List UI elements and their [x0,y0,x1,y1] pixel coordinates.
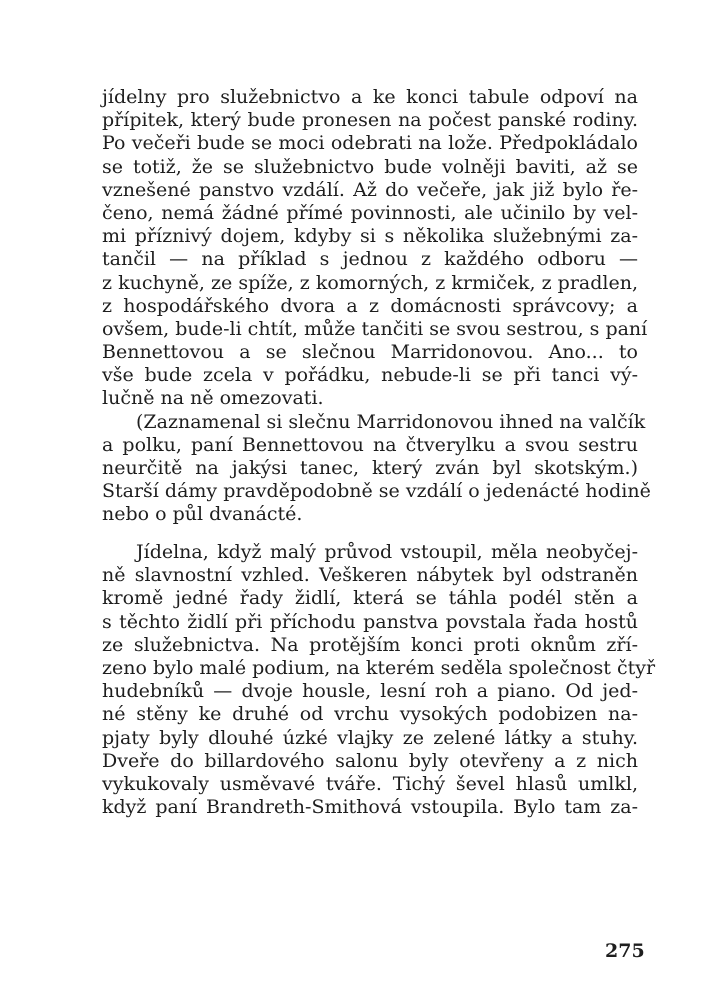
text-line: neurčitě na jakýsi tanec, který zván byl skotským.) [102,457,638,479]
text-line: z kuchyně, ze spíže, z komorných, z krmiček, z pradlen, [102,271,638,294]
text-line: hudebníků — dvoje housle, lesní roh a piano. Od jed- [102,680,638,703]
text-line: Po večeři bude se moci odebrati na lože. Předpokládalo [102,132,638,155]
text-line: když paní Brandreth-Smithová vstoupila. Bylo tam za- [102,796,638,819]
text-line: ně slavnostní vzhled. Veškeren nábytek byl odstraněn [102,564,638,587]
text-line: se totiž, že se služebnictvo bude volněji baviti, až se [102,155,638,178]
paragraph-2 [102,541,656,819]
text-line: pjaty byly dlouhé úzké vlajky ze zelené látky a stuhy. [102,726,638,749]
text-line: lučně na ně omezovati. [102,387,324,410]
text-line: a polku, paní Bennettovou na čtverylku a svou sestru [102,433,638,456]
text-line: (Zaznamenal si slečnu Marridonovou ihned na valčík [136,410,646,433]
text-line: jídelny pro služebnictvo a ke konci tabule odpoví na [102,86,638,108]
text-line: Dveře do billardového salonu byly otevřeny a z nich [102,749,638,772]
text-line: vše bude zcela v pořádku, nebude-li se při tanci vý- [102,364,638,387]
text-line: kromě jedné řady židlí, která se táhla podél stěn a [102,587,638,610]
text-line: Bennettovou a se slečnou Marridonovou. Ano... to [102,341,638,364]
text-line: ovšem, bude-li chtít, může tančiti se svou sestrou, s paní [102,317,648,340]
text-line: Starší dámy pravděpodobně se vzdálí o jedenácté hodině [102,480,651,503]
text-line: ze služebnictva. Na protějším konci proti oknům zří- [102,633,638,656]
text-line: zeno bylo malé podium, na kterém seděla společnost čtyř [102,656,656,679]
text-line: čeno, nemá žádné přímé povinnosti, ale učinilo by vel- [102,201,638,224]
text-line: tančil — na příklad s jednou z každého odboru — [102,248,638,271]
text-line: nebo o půl dvanácté. [102,503,303,526]
text-line: s těchto židlí při příchodu panstva povstala řada hostů [102,610,638,633]
text-line: vykukovaly usměvavé tváře. Tichý ševel hlasů umlkl, [102,772,638,795]
paragraph-1 [102,86,651,527]
text-line: né stěny ke druhé od vrchu vysokých podobizen na- [102,703,638,726]
text-line: přípitek, který bude pronesen na počest panské rodiny. [102,109,638,132]
page-number: 275 [605,940,645,962]
text-line: Jídelna, když malý průvod vstoupil, měla neobyčej- [136,541,638,563]
text-line: mi příznivý dojem, kdyby si s několika služebnými za- [102,225,638,248]
text-line: vznešené panstvo vzdálí. Až do večeře, jak již bylo ře- [102,178,638,201]
text-line: z hospodářského dvora a z domácnosti správcovy; a [102,294,638,317]
